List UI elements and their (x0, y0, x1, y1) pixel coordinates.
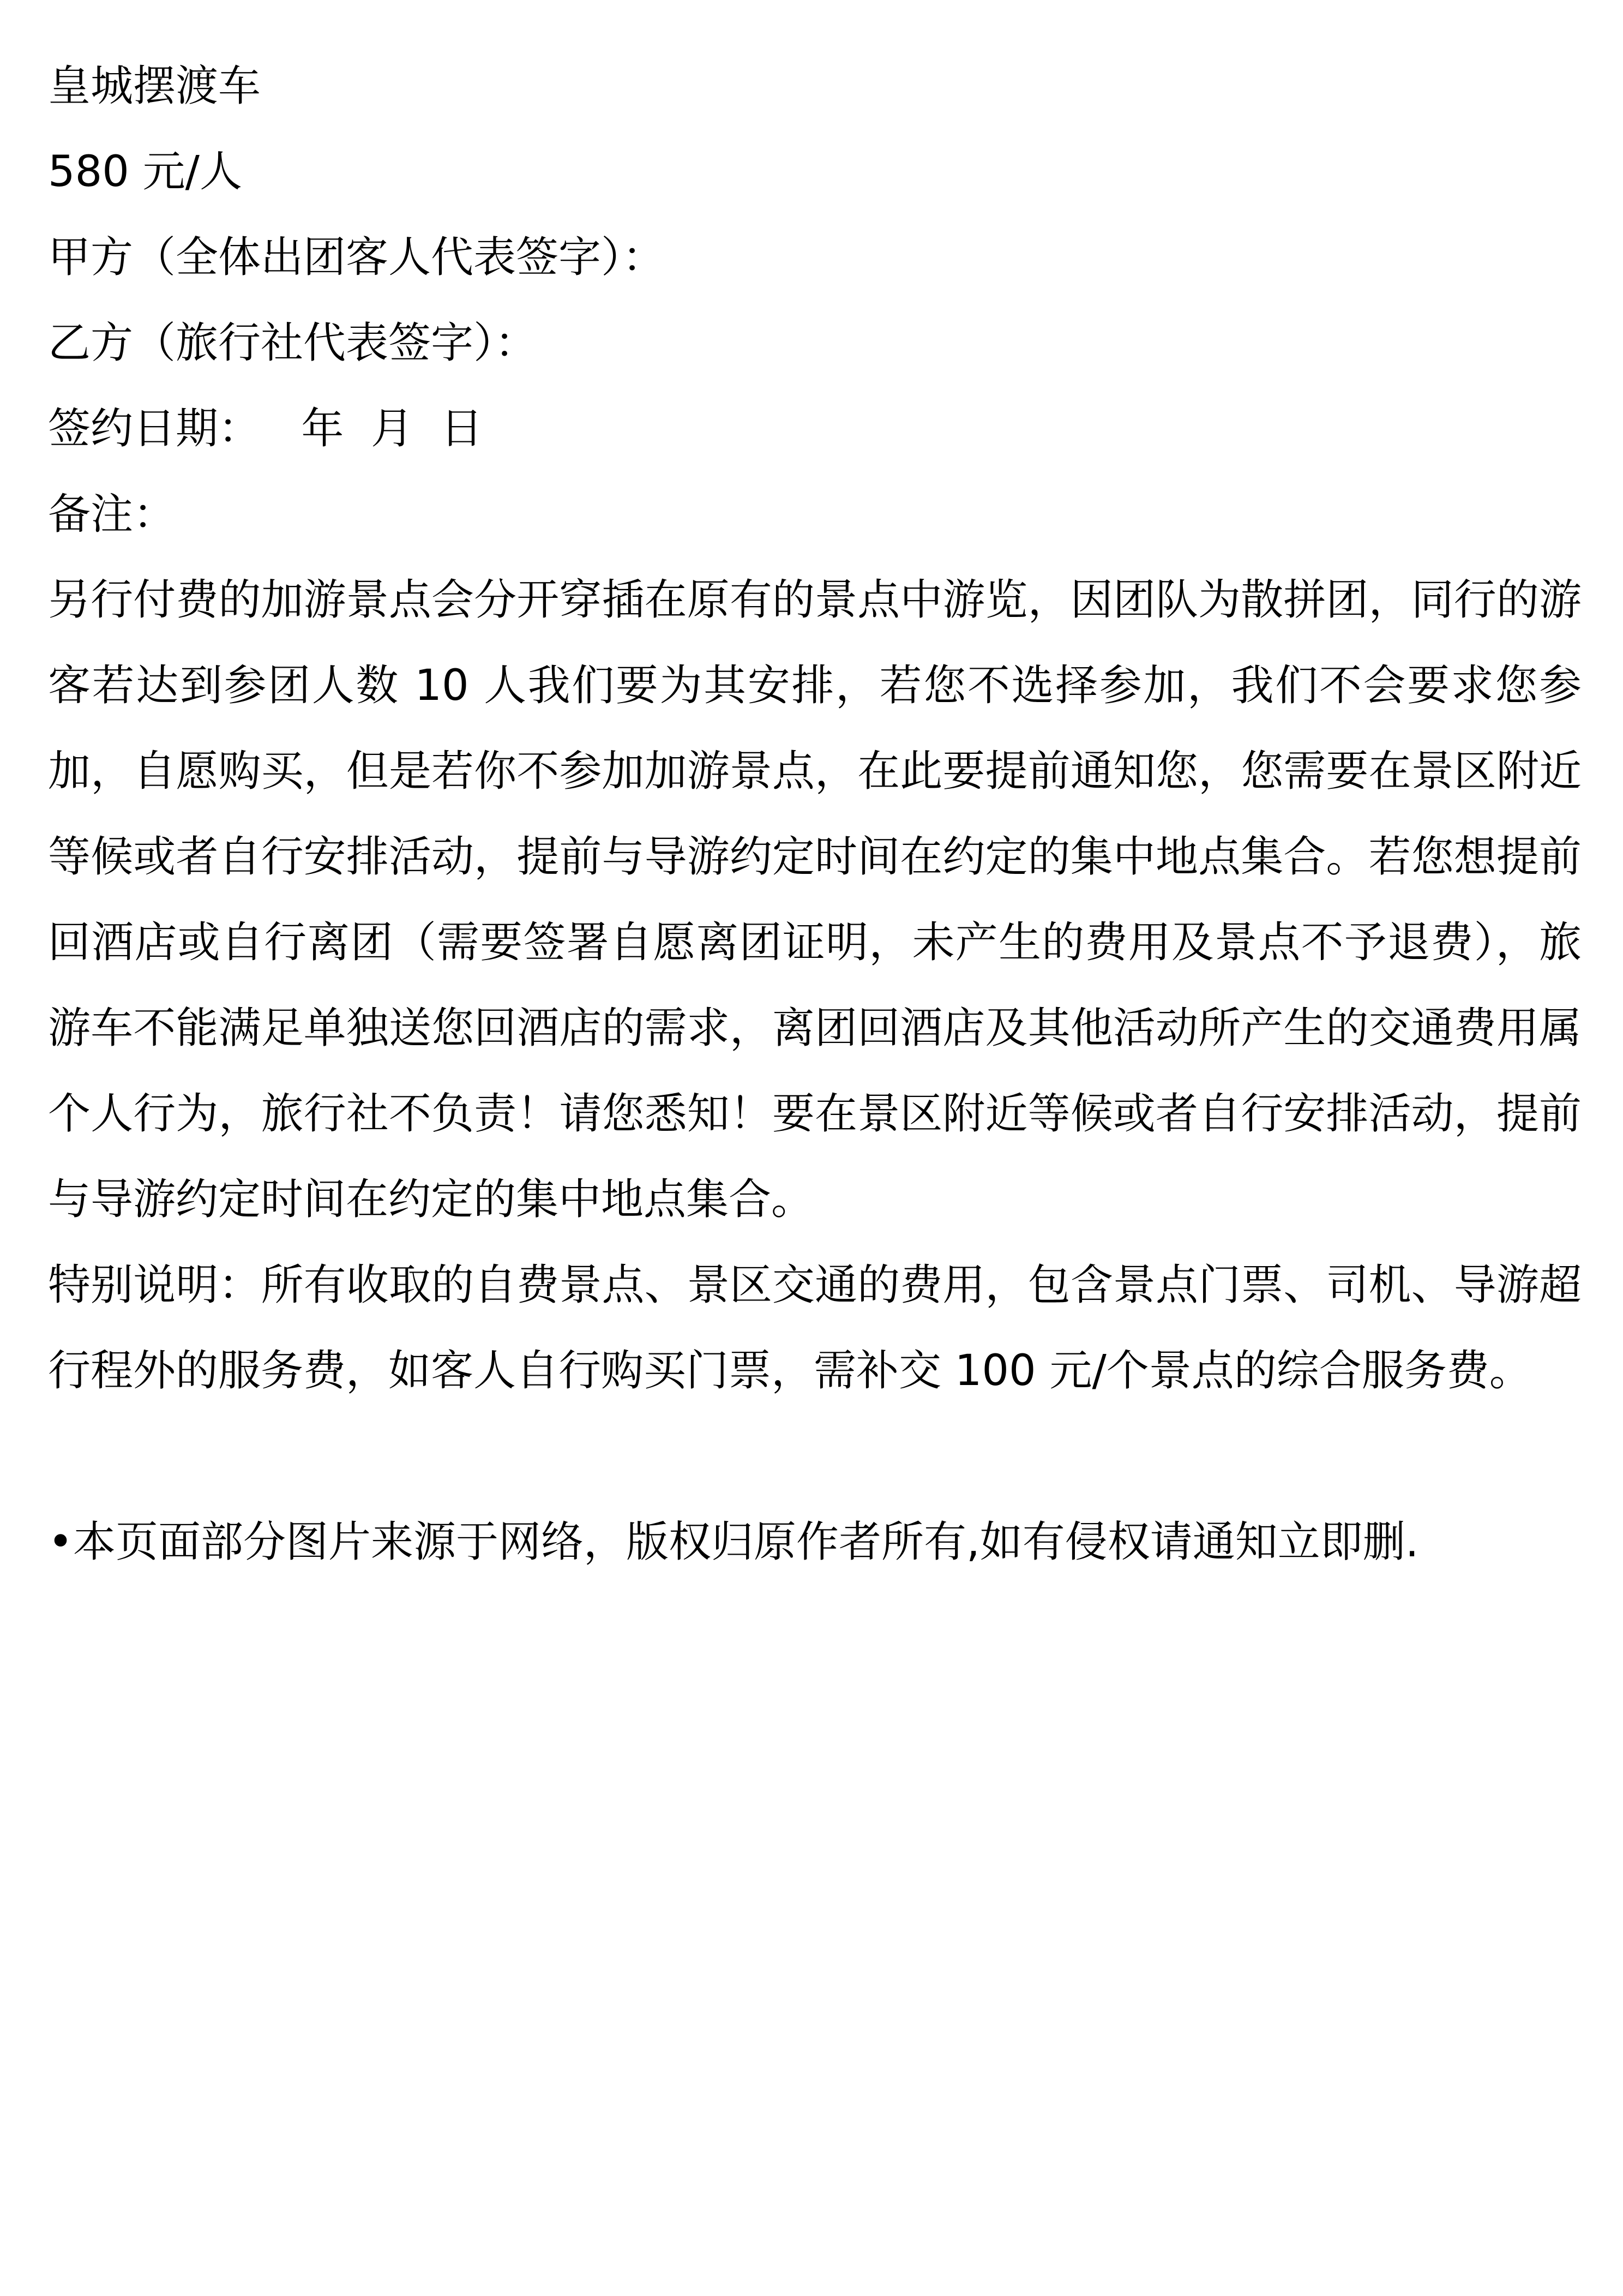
shuttle-title: 皇城摆渡车 (48, 62, 261, 111)
remarks-paragraph: 另行付费的加游景点会分开穿插在原有的景点中游览，因团队为散拼团，同行的游客若达到参团人数 10 人我们要为其安排，若您不选择参加，我们不会要求您参加，自愿购买，但是若你不参加加游景点，在此要提前通知您，您需要在景区附近等候或者自行安排活动，提前与导游约定时间在约定的集中地点集合。若您想提前回酒店或自行离团（需要签署自愿离团证明，未产生的费用及景点不予退费），旅游车不能满足单独送您回酒店的需求，离团回酒店及其他活动所产生的交通费用属个人行为，旅行社不负责！请您悉知！要在景区附近等候或者自行安排活动，提前与导游约定时间在约定的集中地点集合。 (48, 576, 1582, 1224)
sign-date-line: 签约日期： 年 月 日 (48, 404, 483, 453)
blank-spacer (48, 1414, 1582, 1500)
party-b-signature-line: 乙方（旅行社代表签字）： (48, 319, 538, 368)
price-text: 580 元/人 (48, 147, 242, 196)
copyright-note: •本页面部分图片来源于网络，版权归原作者所有,如有侵权请通知立即删. (48, 1518, 1419, 1567)
party-a-signature-line: 甲方（全体出团客人代表签字）： (48, 233, 665, 282)
remarks-label: 备注： (48, 490, 176, 539)
document-page (48, 44, 1582, 1585)
special-note-paragraph: 特别说明：所有收取的自费景点、景区交通的费用，包含景点门票、司机、导游超行程外的服务费，如客人自行购买门票，需补交 100 元/个景点的综合服务费。 (48, 1261, 1582, 1395)
